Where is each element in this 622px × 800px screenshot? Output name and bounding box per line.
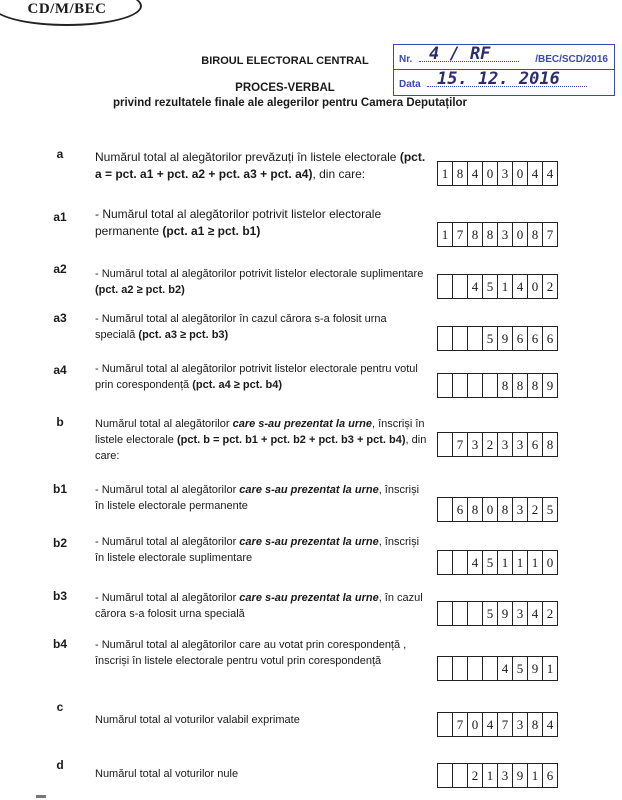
digit-cell: 1: [482, 764, 497, 787]
row-description: [95, 590, 427, 622]
digit-cell: 3: [497, 223, 512, 246]
digit-cell: 4: [527, 162, 542, 185]
digit-cell: 8: [527, 374, 542, 397]
digit-cell: 8: [542, 433, 557, 456]
description-fragment: , înscriși în listele electorale suplimentare: [95, 536, 420, 564]
digit-cell: [438, 551, 452, 574]
document-type: PROCES-VERBAL: [235, 82, 335, 94]
description-fragment: (pct. a3 ≥ pct. b3): [138, 329, 229, 341]
digit-cell: 9: [512, 764, 527, 787]
digit-cell: 2: [482, 433, 497, 456]
digit-cell: 5: [542, 498, 557, 521]
digit-cell: 3: [512, 602, 527, 625]
digit-cell: [438, 433, 452, 456]
row-code: a: [56, 147, 64, 161]
digit-cell: 3: [497, 433, 512, 456]
digit-cell: 8: [497, 498, 512, 521]
digit-cell: 1: [527, 551, 542, 574]
digit-cell: 8: [527, 223, 542, 246]
description-fragment: - Numărul total al alegătorilor potrivit listelor electorale suplimentare: [95, 268, 424, 280]
digit-cell: 5: [512, 657, 527, 680]
digit-boxes: [437, 763, 558, 788]
digit-cell: 8: [482, 223, 497, 246]
digit-cell: [452, 551, 467, 574]
row-description: [95, 712, 427, 728]
digit-cell: [467, 657, 482, 680]
digit-cell: 4: [542, 713, 557, 736]
row-description: [95, 311, 427, 343]
description-fragment: - Numărul total al alegătorilor potrivit listelor electorale permanente: [95, 207, 382, 238]
description-fragment: , în cazul cărora s-a folosit urna specială: [95, 592, 423, 620]
digit-cell: 4: [467, 275, 482, 298]
digit-cell: 3: [512, 433, 527, 456]
description-fragment: , înscriși în listele electorale permanente: [95, 484, 420, 512]
digit-cell: 4: [467, 551, 482, 574]
digit-cell: 1: [512, 551, 527, 574]
row-code: a3: [53, 311, 67, 325]
row-code: b4: [52, 637, 67, 651]
digit-cell: 1: [542, 657, 557, 680]
digit-cell: 1: [441, 165, 449, 181]
digit-boxes: [437, 656, 558, 681]
row-code: a4: [53, 363, 67, 377]
digit-cell: 0: [512, 223, 527, 246]
digit-cell: [438, 764, 452, 787]
digit-cell: 9: [542, 374, 557, 397]
digit-cell: 6: [452, 498, 467, 521]
registration-stamp: [393, 44, 615, 96]
stamp-date-label: Data: [399, 79, 421, 90]
digit-cell: 9: [497, 327, 512, 350]
digit-cell: 8: [512, 374, 527, 397]
row-description: [95, 361, 427, 393]
row-code: a1: [53, 210, 67, 224]
digit-cell: 1: [441, 226, 449, 242]
digit-cell: [438, 657, 452, 680]
digit-cell: [438, 602, 452, 625]
stamp-date-line: [399, 69, 608, 92]
row-code: a2: [53, 262, 67, 276]
row-description: [95, 482, 427, 514]
digit-cell: 0: [527, 275, 542, 298]
row-code: b1: [52, 482, 67, 496]
digit-cell: [452, 764, 467, 787]
digit-cell: [467, 327, 482, 350]
digit-cell: 6: [527, 327, 542, 350]
digit-cell: 4: [482, 713, 497, 736]
digit-boxes: [437, 222, 558, 247]
digit-cell: 7: [452, 433, 467, 456]
document-subject: privind rezultatele finale ale alegerilor pentru Camera Deputaților: [112, 97, 468, 109]
digit-cell: 7: [542, 223, 557, 246]
description-fragment: - Numărul total al alegătorilor: [95, 592, 240, 604]
row-description: [95, 416, 427, 464]
digit-cell: 0: [482, 498, 497, 521]
digit-boxes: [437, 712, 558, 737]
digit-cell: 5: [482, 551, 497, 574]
digit-cell: [438, 275, 452, 298]
digit-cell: [452, 374, 467, 397]
description-fragment: Numărul total al alegătorilor prevăzuți în listele electorale: [95, 150, 400, 164]
digit-cell: 5: [482, 327, 497, 350]
digit-cell: [452, 602, 467, 625]
stamp-nr-label: Nr.: [399, 54, 413, 65]
digit-cell: 3: [497, 764, 512, 787]
digit-cell: [438, 498, 452, 521]
stamp-nr-value: 4 / RF: [429, 44, 491, 64]
row-code: c: [56, 700, 64, 714]
digit-boxes: [437, 550, 558, 575]
digit-cell: 0: [542, 551, 557, 574]
description-fragment: (pct. b = pct. b1 + pct. b2 + pct. b3 + pct. b4): [176, 434, 406, 446]
digit-cell: 8: [467, 498, 482, 521]
digit-cell: [438, 374, 452, 397]
digit-cell: 0: [467, 713, 482, 736]
digit-cell: 7: [497, 713, 512, 736]
digit-cell: 3: [497, 162, 512, 185]
digit-cell: [438, 327, 452, 350]
digit-cell: [438, 713, 452, 736]
description-fragment: (pct. a1 ≥ pct. b1): [162, 224, 261, 238]
stamp-nr-suffix: /BEC/SCD/2016: [535, 54, 608, 65]
digit-cell: [452, 327, 467, 350]
digit-cell: 4: [512, 275, 527, 298]
description-fragment: - Numărul total al alegătorilor: [95, 536, 240, 548]
digit-boxes: [437, 432, 558, 457]
description-fragment: - Numărul total al alegătorilor în cazul cărora s-a folosit urna specială: [95, 313, 387, 341]
digit-cell: 3: [512, 498, 527, 521]
digit-cell: [482, 657, 497, 680]
description-fragment: (pct. a2 ≥ pct. b2): [95, 284, 185, 296]
digit-cell: 6: [542, 764, 557, 787]
row-code: b2: [52, 536, 67, 550]
digit-cell: 7: [452, 713, 467, 736]
digit-cell: 8: [467, 223, 482, 246]
digit-cell: 4: [497, 657, 512, 680]
digit-boxes: [437, 373, 558, 398]
digit-cell: 0: [512, 162, 527, 185]
row-description: [95, 534, 427, 566]
digit-cell: 8: [497, 374, 512, 397]
digit-cell: 2: [467, 764, 482, 787]
row-description: [95, 266, 427, 298]
digit-cell: 5: [482, 602, 497, 625]
description-fragment: - Numărul total al alegătorilor: [95, 484, 240, 496]
office-title: BIROUL ELECTORAL CENTRAL: [201, 55, 369, 67]
digit-cell: 8: [452, 162, 467, 185]
row-code: b3: [52, 589, 67, 603]
digit-cell: [467, 374, 482, 397]
digit-cell: 0: [482, 162, 497, 185]
description-fragment: , din care:: [95, 434, 427, 462]
row-description: [95, 637, 427, 669]
digit-cell: 6: [512, 327, 527, 350]
digit-cell: 9: [497, 602, 512, 625]
digit-cell: 9: [527, 657, 542, 680]
row-description: [95, 206, 427, 240]
stamp-number-line: [399, 44, 608, 67]
description-fragment: Numărul total al voturilor valabil exprimate: [95, 714, 300, 726]
digit-cell: 3: [467, 433, 482, 456]
digit-cell: 4: [467, 162, 482, 185]
description-fragment: care s-au prezentat la urne: [232, 418, 372, 430]
digit-cell: [467, 602, 482, 625]
digit-cell: 6: [542, 327, 557, 350]
scan-artifact: [36, 795, 46, 798]
digit-cell: 4: [527, 602, 542, 625]
digit-cell: 2: [542, 602, 557, 625]
digit-boxes: [437, 161, 558, 186]
digit-cell: 1: [497, 551, 512, 574]
description-fragment: - Numărul total al alegătorilor potrivit listelor electorale pentru votul prin corespondență: [95, 363, 418, 391]
digit-cell: 4: [542, 162, 557, 185]
row-code: b: [56, 415, 64, 429]
description-fragment: , înscriși în listele electorale: [95, 418, 425, 446]
row-description: [95, 149, 427, 183]
description-fragment: care s-au prezentat la urne: [239, 536, 379, 548]
digit-cell: [452, 275, 467, 298]
row-description: [95, 766, 427, 782]
bec-logo: [0, 0, 142, 26]
description-fragment: Numărul total al alegătorilor: [95, 418, 233, 430]
description-fragment: (pct. a4 ≥ pct. b4): [192, 379, 283, 391]
digit-cell: 1: [527, 764, 542, 787]
digit-cell: 6: [527, 433, 542, 456]
digit-cell: 2: [527, 498, 542, 521]
digit-cell: 5: [482, 275, 497, 298]
stamp-date-value: 15. 12. 2016: [437, 69, 560, 89]
description-fragment: care s-au prezentat la urne: [239, 484, 379, 496]
digit-cell: [452, 657, 467, 680]
logo-text: CD/M/BEC: [27, 1, 107, 17]
digit-cell: 1: [497, 275, 512, 298]
digit-boxes: [437, 497, 558, 522]
digit-boxes: [437, 601, 558, 626]
digit-cell: 2: [542, 275, 557, 298]
description-fragment: , din care:: [312, 167, 366, 181]
digit-cell: [482, 374, 497, 397]
digit-boxes: [437, 326, 558, 351]
description-fragment: care s-au prezentat la urne: [239, 592, 379, 604]
digit-cell: 8: [527, 713, 542, 736]
row-code: d: [56, 758, 64, 772]
description-fragment: - Numărul total al alegătorilor care au votat prin corespondență , înscriși în listele electorale pentru votul prin corespondență: [95, 639, 407, 667]
digit-boxes: [437, 274, 558, 299]
digit-cell: 7: [452, 223, 467, 246]
description-fragment: Numărul total al voturilor nule: [95, 768, 239, 780]
description-fragment: (pct. a = pct. a1 + pct. a2 + pct. a3 + pct. a4): [95, 150, 426, 181]
digit-cell: 3: [512, 713, 527, 736]
